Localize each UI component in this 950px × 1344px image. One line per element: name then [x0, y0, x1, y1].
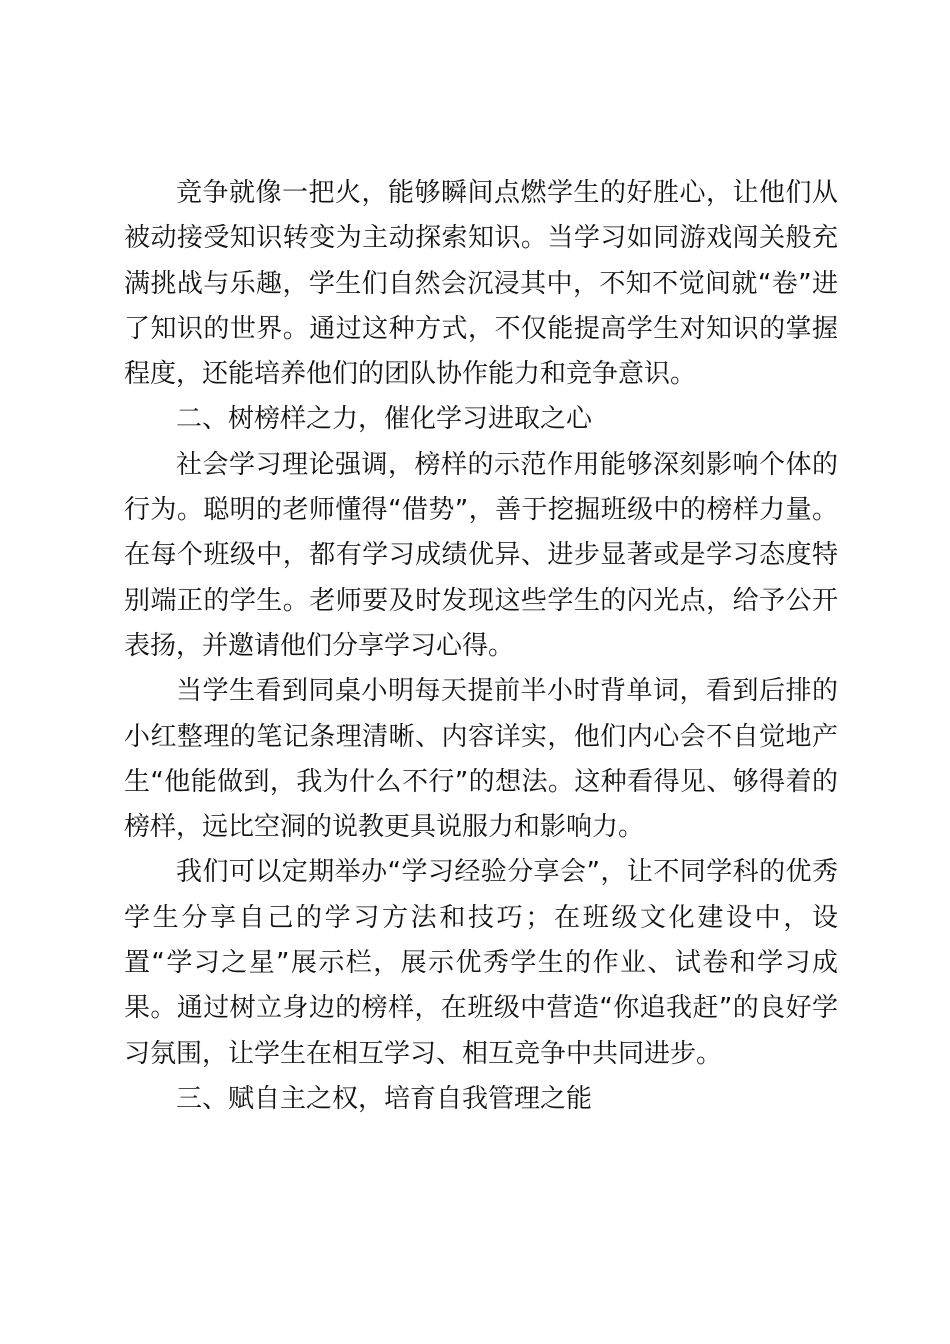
paragraph-social-learning: 社会学习理论强调，榜样的示范作用能够深刻影响个体的行为。聪明的老师懂得“借势”，善于挖掘班级中的榜样力量。在每个班级中，都有学习成绩优异、进步显著或是学习态度特别端正的学生。老师要及时发现这些学生的闪光点，给予公开表扬，并邀请他们分享学习心得。 — [124, 449, 838, 661]
paragraph-sharing-sessions: 我们可以定期举办“学习经验分享会”，让不同学科的优秀学生分享自己的学习方法和技巧；在班级文化建设中，设置“学习之星”展示栏，展示优秀学生的作业、试卷和学习成果。通过树立身边的榜样，在班级中营造“你追我赶”的良好学习氛围，让学生在相互学习、相互竞争中共同进步。 — [124, 857, 838, 1069]
document-body — [124, 171, 838, 1122]
paragraph-peer-examples: 当学生看到同桌小明每天提前半小时背单词，看到后排的小红整理的笔记条理清晰、内容详实，他们内心会不自觉地产生“他能做到，我为什么不行”的想法。这种看得见、够得着的榜样，远比空洞的说教更具说服力和影响力。 — [124, 676, 838, 843]
paragraph-competition: 竞争就像一把火，能够瞬间点燃学生的好胜心，让他们从被动接受知识转变为主动探索知识。当学习如同游戏闯关般充满挑战与乐趣，学生们自然会沉浸其中，不知不觉间就“卷”进了知识的世界。通过这种方式，不仅能提高学生对知识的掌握程度，还能培养他们的团队协作能力和竞争意识。 — [124, 178, 838, 390]
section-heading-role-models: 二、树榜样之力，催化学习进取之心 — [176, 404, 593, 435]
section-heading-autonomy: 三、赋自主之权，培育自我管理之能 — [176, 1083, 593, 1114]
